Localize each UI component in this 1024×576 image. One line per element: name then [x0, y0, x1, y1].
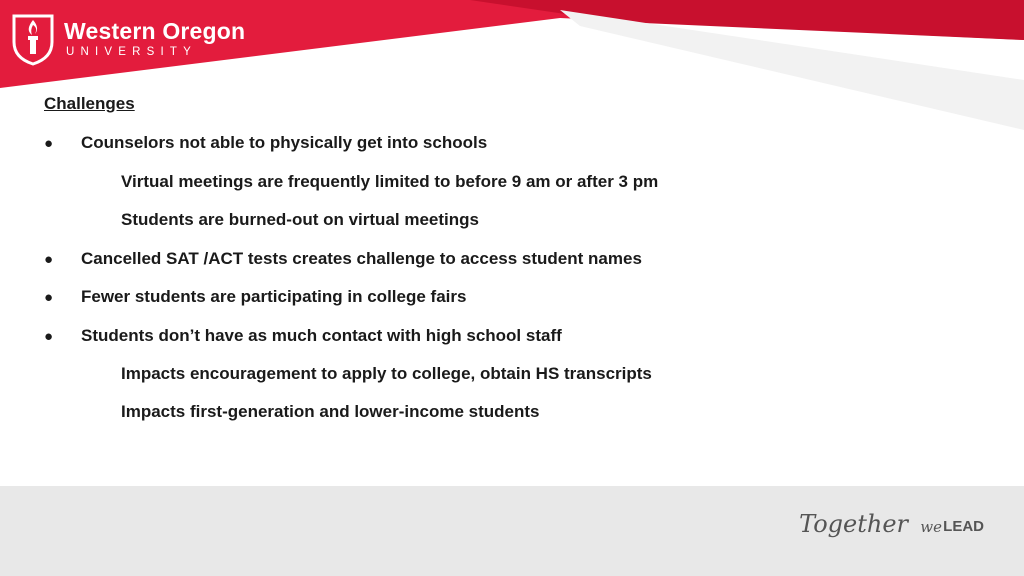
sub-item: Impacts first-generation and lower-income students [121, 402, 540, 421]
logo-name-line2: UNIVERSITY [66, 46, 198, 58]
tagline-lead: LEAD [943, 518, 984, 535]
bullet-item: Counselors not able to physically get into schools [81, 133, 488, 152]
sub-item: Virtual meetings are frequently limited to before 9 am or after 3 pm [121, 172, 659, 191]
sub-item: Impacts encouragement to apply to college, obtain HS transcripts [121, 364, 652, 383]
torch-seal-icon [10, 8, 56, 66]
tagline-we: we [920, 518, 942, 536]
sub-item: Students are burned-out on virtual meetings [121, 210, 479, 229]
footer-band [0, 486, 1024, 576]
bullet-icon: ● [44, 289, 54, 306]
university-logo[interactable] [10, 8, 246, 68]
logo-name-line1: Western Oregon [64, 18, 246, 44]
slide-heading: Challenges [44, 94, 135, 113]
bullet-icon: ● [44, 328, 54, 345]
bullet-item: Students don’t have as much contact with high school staff [81, 326, 562, 345]
bullet-item: Fewer students are participating in college fairs [81, 287, 467, 306]
bullet-item: Cancelled SAT /ACT tests creates challenge to access student names [81, 249, 642, 268]
header-dark-red-shape [470, 0, 1024, 40]
together-we-lead-tagline [799, 506, 984, 550]
bullet-icon: ● [44, 251, 54, 268]
tagline-together: Together [799, 510, 908, 538]
bullet-icon: ● [44, 135, 54, 152]
